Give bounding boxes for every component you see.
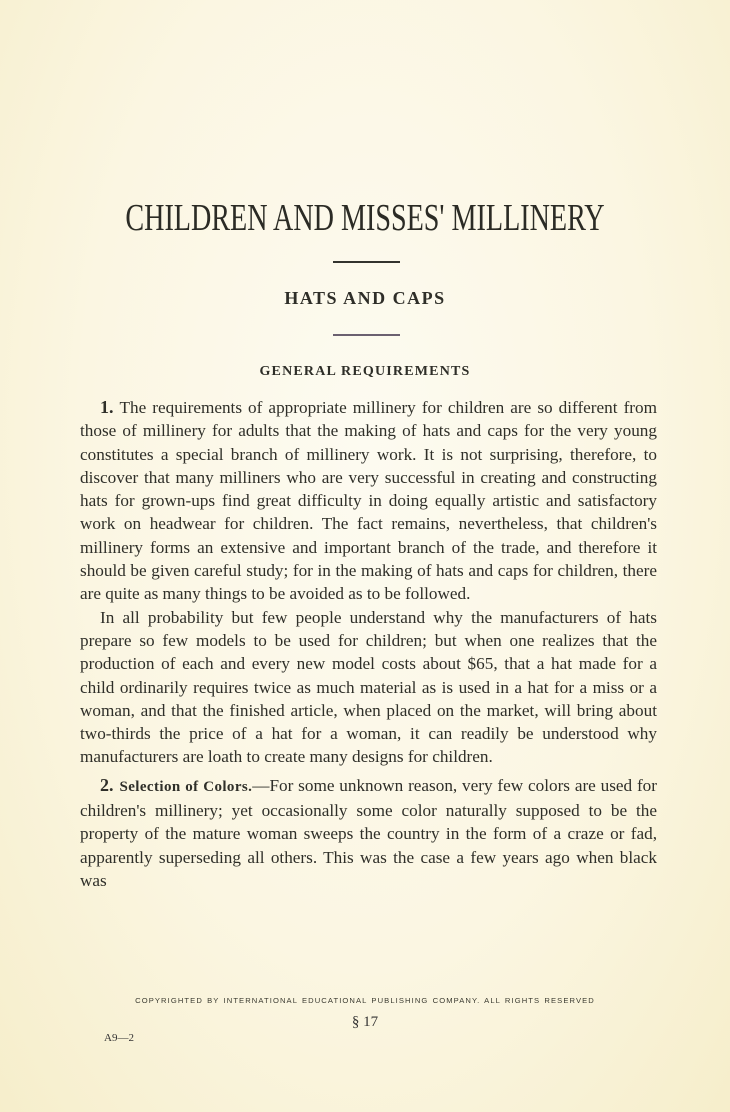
body-text — [80, 396, 657, 892]
section-number: § 17 — [351, 1014, 379, 1030]
paragraph-2 — [80, 606, 657, 769]
paragraph-number: 2. — [100, 774, 114, 795]
paragraph-number: 1. — [100, 397, 114, 417]
page-title: CHILDREN AND MISSES' MILLINERY — [125, 197, 605, 239]
sheet-code: A9—2 — [104, 1032, 134, 1044]
paragraph-text: In all probability but few people understand why the manufacturers of hats prepare so few models to be used for children; but when one realizes that the production of each and every new model costs about $65, that a hat made for a child ordinarily requires twice as much material as is used in a hat for a miss or a woman, and that the finished article, when placed on the market, will bring about two-thirds the price of a hat for a woman, it can readily be understood why manufacturers are loath to create many designs for children. — [80, 607, 657, 767]
subtitle: HATS AND CAPS — [284, 288, 446, 308]
paragraph-1 — [80, 396, 657, 606]
run-in-heading: Selection of Colors. — [119, 778, 253, 795]
title-divider — [333, 261, 400, 263]
paragraph-text: The requirements of appropriate millinery for children are so different from those of millinery for adults that the making of hats and caps for the very young constitutes a special branch of millinery work. It is not surprising, therefore, to discover that many milliners who are very successful in creating and constructing hats for grown-ups find great difficulty in doing equally artistic and satisfactory work on headwear for children. The fact remains, nevertheless, that children's millinery forms an extensive and important branch of the trade, and therefore it should be given careful study; for in the making of hats and caps for children, there are quite as many things to be avoided as to be followed. — [80, 398, 657, 604]
paragraph-3 — [80, 774, 657, 892]
copyright-notice: COPYRIGHTED BY INTERNATIONAL EDUCATIONAL PUBLISHING COMPANY. ALL RIGHTS RESERVED — [135, 996, 595, 1005]
section-heading: GENERAL REQUIREMENTS — [259, 364, 471, 379]
paragraph-text: —For some unknown reason, very few colors are used for children's millinery; yet occasionally some color naturally supposed to be the property of the mature woman sweeps the country in the form of a craze or fad, apparently superseding all others. This was the case a few years ago when black was — [80, 775, 657, 890]
subtitle-divider — [333, 334, 400, 336]
